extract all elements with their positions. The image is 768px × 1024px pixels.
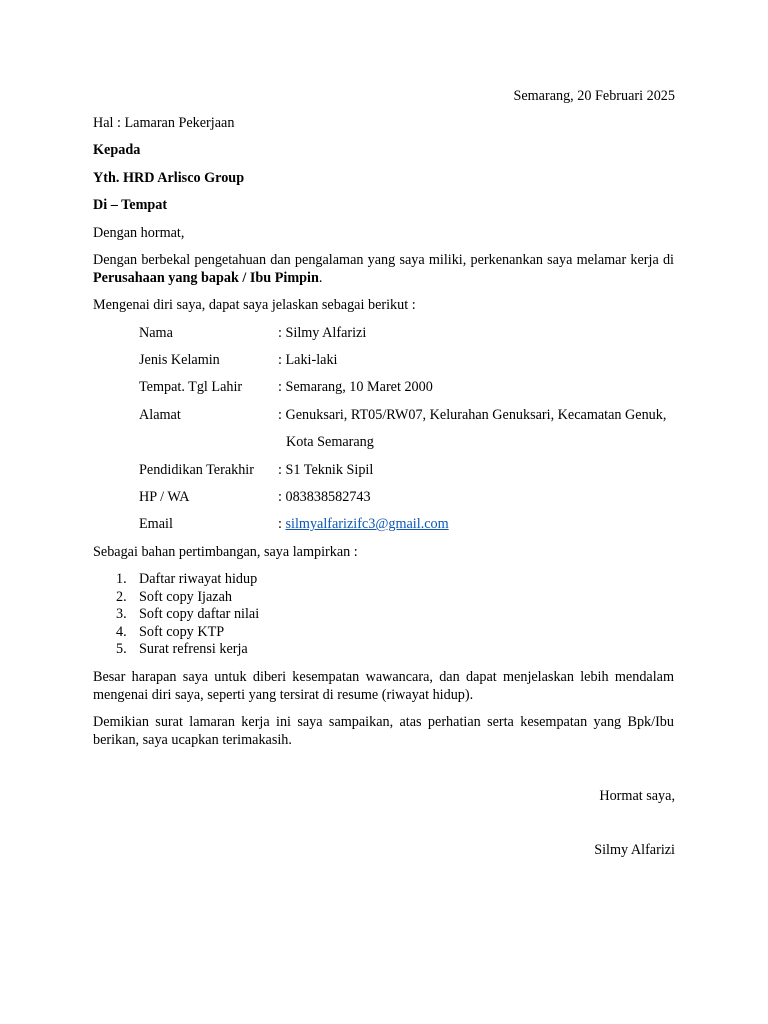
- detail-label: Tempat. Tgl Lahir: [139, 379, 243, 395]
- detail-label: Jenis Kelamin: [139, 352, 220, 368]
- salutation: Dengan hormat,: [93, 225, 185, 241]
- detail-value: : S1 Teknik Sipil: [278, 462, 374, 478]
- closing-paragraph-2: Demikian surat lamaran kerja ini saya sampaikan, atas perhatian serta kesempatan yang Bpk/Ibu berikan, saya ucapkan terimakasih.: [93, 714, 674, 748]
- detail-row-birth: [139, 378, 679, 396]
- detail-row-address-cont: [139, 433, 679, 451]
- details-intro: Mengenai diri saya, dapat saya jelaskan sebagai berikut :: [93, 297, 416, 313]
- to-heading: Kepada: [93, 142, 141, 158]
- email-prefix: :: [278, 516, 286, 532]
- detail-value: : Laki-laki: [278, 352, 338, 368]
- intro-paragraph: [93, 251, 674, 287]
- recipient: Yth. HRD Arlisco Group: [93, 170, 245, 186]
- list-number: 3.: [116, 606, 127, 622]
- detail-value: [278, 515, 449, 533]
- detail-value: : Silmy Alfarizi: [278, 325, 367, 341]
- detail-label: Pendidikan Terakhir: [139, 462, 254, 478]
- detail-value: : Semarang, 10 Maret 2000: [278, 379, 433, 395]
- signature-name: Silmy Alfarizi: [594, 842, 675, 858]
- detail-label: Email: [139, 516, 173, 532]
- list-text: Soft copy KTP: [139, 624, 225, 640]
- detail-value: : Genuksari, RT05/RW07, Kelurahan Genuksari, Kecamatan Genuk,: [278, 407, 667, 423]
- closing-paragraph-1: Besar harapan saya untuk diberi kesempatan wawancara, dan dapat menjelaskan lebih mendalam mengenai diri saya, seperti yang tersirat di resume (riwayat hidup).: [93, 669, 674, 703]
- intro-text: Dengan berbekal pengetahuan dan pengalaman yang saya miliki, perkenankan saya melamar kerja di: [93, 252, 674, 268]
- list-number: 4.: [116, 624, 127, 640]
- detail-value: Kota Semarang: [286, 434, 374, 450]
- regards: Hormat saya,: [599, 788, 675, 804]
- attachments-intro: Sebagai bahan pertimbangan, saya lampirkan :: [93, 544, 358, 560]
- list-number: 1.: [116, 571, 127, 587]
- list-number: 5.: [116, 641, 127, 657]
- detail-row-phone: [139, 488, 679, 506]
- list-text: Surat refrensi kerja: [139, 641, 248, 657]
- list-number: 2.: [116, 589, 127, 605]
- detail-label: Alamat: [139, 407, 181, 423]
- detail-row-gender: [139, 351, 679, 369]
- detail-label: HP / WA: [139, 489, 190, 505]
- detail-row-address: [139, 406, 679, 424]
- detail-row-email: [139, 515, 679, 533]
- list-text: Soft copy daftar nilai: [139, 606, 260, 622]
- subject-line: Hal : Lamaran Pekerjaan: [93, 115, 235, 131]
- list-text: Daftar riwayat hidup: [139, 571, 258, 587]
- intro-bold-text: Perusahaan yang bapak / Ibu Pimpin: [93, 270, 319, 286]
- list-text: Soft copy Ijazah: [139, 589, 232, 605]
- intro-end: .: [318, 270, 323, 286]
- place-date: Semarang, 20 Februari 2025: [513, 88, 675, 104]
- detail-value: : 083838582743: [278, 489, 371, 505]
- detail-label: Nama: [139, 325, 173, 341]
- recipient-location: Di – Tempat: [93, 197, 168, 213]
- detail-row-name: [139, 324, 679, 342]
- email-link[interactable]: silmyalfarizifc3@gmail.com: [285, 516, 449, 532]
- detail-row-education: [139, 461, 679, 479]
